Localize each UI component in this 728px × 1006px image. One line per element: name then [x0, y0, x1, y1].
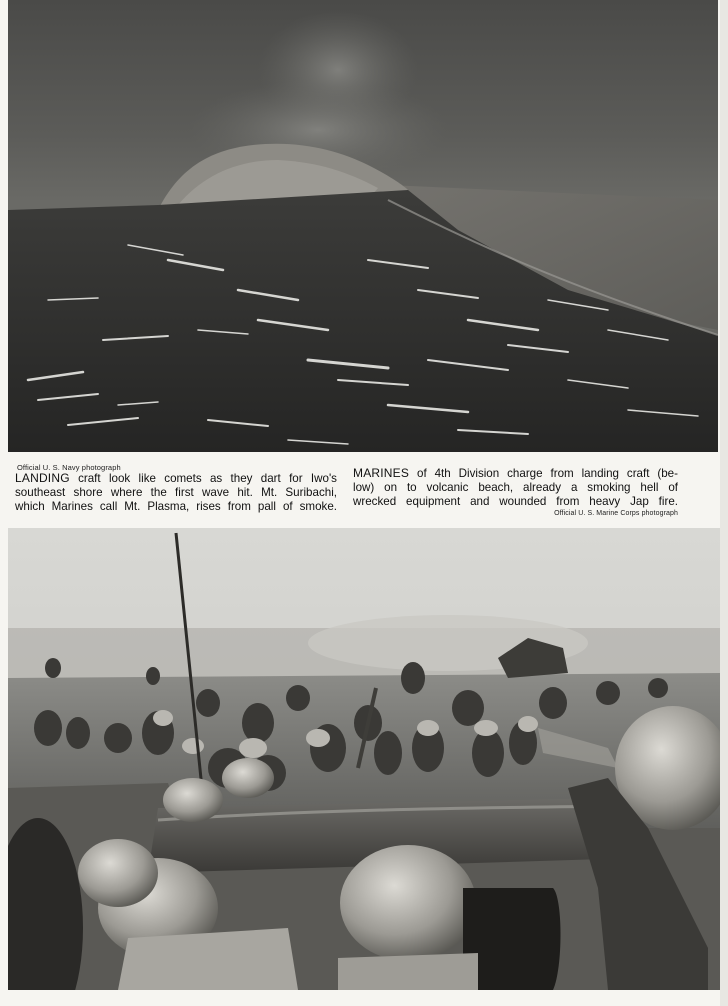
caption-line-1 — [15, 471, 337, 486]
caption-line-2: low) on to volcanic beach, already a smoking hell of — [353, 481, 678, 494]
caption-line-1 — [353, 466, 678, 481]
caption-text: of 4th Division charge from landing craft (be- — [417, 467, 678, 480]
caption-text: craft look like comets as they dart for Iwo's — [78, 472, 337, 485]
suribachi-aerial-photo — [8, 0, 718, 452]
caption-lead-word: MARINES — [353, 466, 410, 480]
marines-photo-art — [8, 528, 720, 990]
caption-lead-word: LANDING — [15, 471, 70, 485]
navy-photo-credit: Official U. S. Navy photograph — [17, 463, 121, 472]
caption-line-2: southeast shore where the first wave hit. Mt. Suribachi, — [15, 486, 337, 499]
marine-corps-photo-credit: Official U. S. Marine Corps photograph — [554, 510, 678, 517]
suribachi-photo-art — [8, 0, 718, 452]
marines-caption — [353, 466, 678, 509]
page-edge — [720, 0, 728, 1006]
caption-line-3: wrecked equipment and wounded from heavy Jap fire. — [353, 495, 678, 508]
landing-craft-caption — [15, 471, 337, 514]
marines-landing-photo — [8, 528, 720, 990]
caption-line-3: which Marines call Mt. Plasma, rises from pall of smoke. — [15, 500, 337, 513]
